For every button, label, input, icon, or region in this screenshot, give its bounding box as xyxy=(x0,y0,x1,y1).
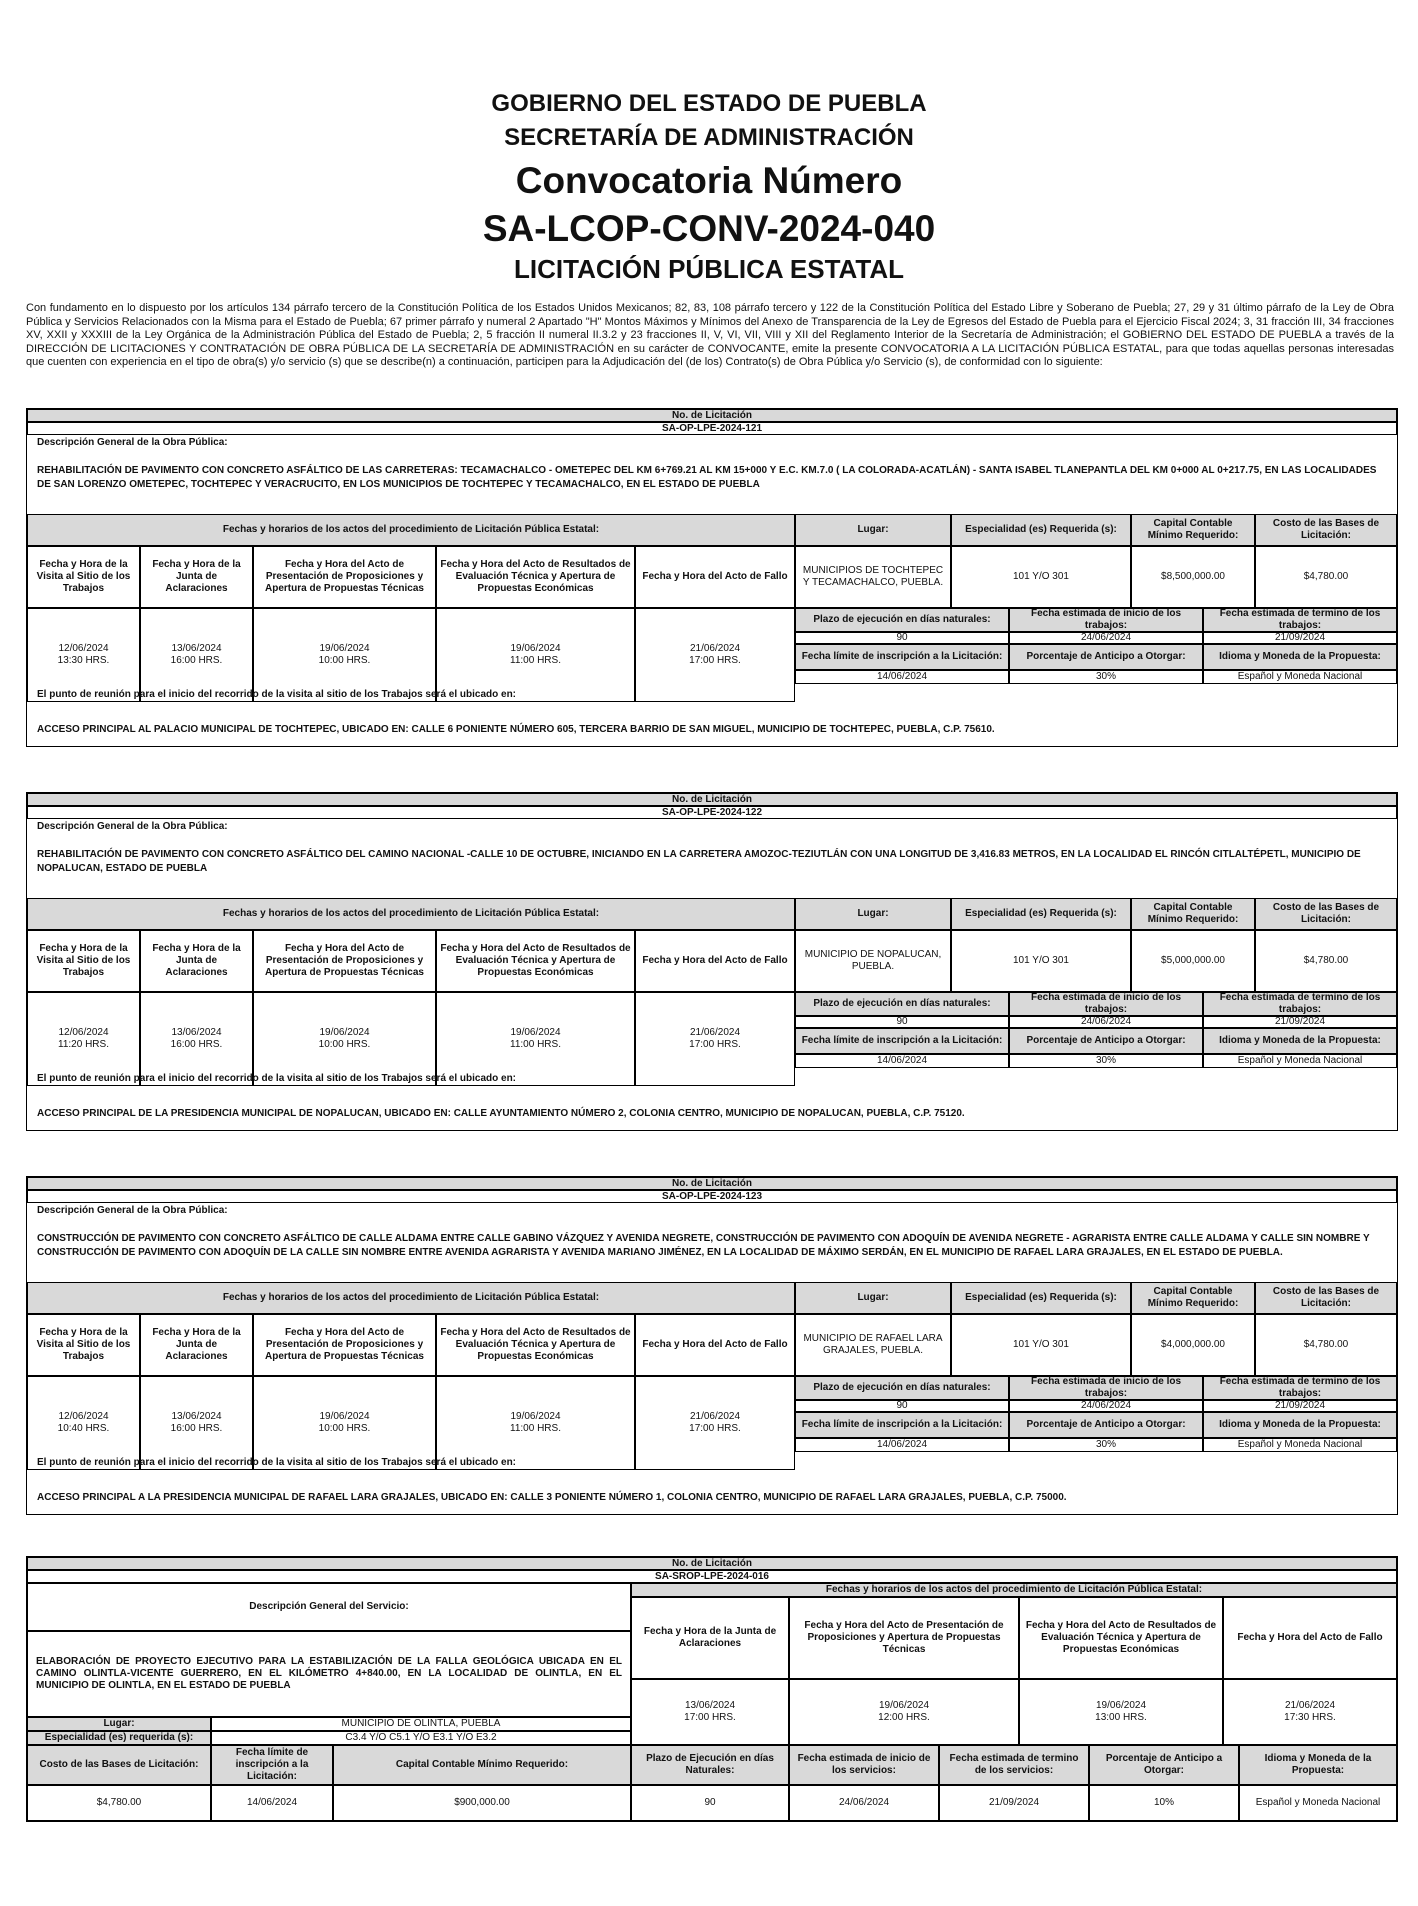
licitacion-block xyxy=(26,792,1398,1131)
licitacion-number: SA-OP-LPE-2024-123 xyxy=(27,1190,1397,1203)
plazo-value: 90 xyxy=(631,1785,789,1821)
licitacion-number: SA-SROP-LPE-2024-016 xyxy=(27,1570,1397,1583)
punto-reunion-text: ACCESO PRINCIPAL DE LA PRESIDENCIA MUNICIPAL DE NOPALUCAN, UBICADO EN: CALLE AYUNTAMIENTO NÚMERO 2, COLONIA CENTRO, MUNICIPIO DE NOPALUCAN, PUEBLA, C.P. 75120. xyxy=(37,1108,965,1119)
termino-value: 21/09/2024 xyxy=(1203,632,1397,644)
inicio-header: Fecha estimada de inicio de los trabajos: xyxy=(1009,1376,1203,1400)
licitacion-block xyxy=(26,408,1398,747)
presentacion-value: 19/06/2024 10:00 HRS. xyxy=(253,992,436,1086)
licitacion-number: SA-OP-LPE-2024-122 xyxy=(27,806,1397,819)
visita-header: Fecha y Hora de la Visita al Sitio de los Trabajos xyxy=(27,1314,140,1376)
punto-reunion-label: El punto de reunión para el inicio del recorrido de la visita al sitio de los Trabajos será el ubicado en: xyxy=(37,689,517,700)
no-licitacion-label: No. de Licitación xyxy=(27,1177,1397,1190)
termino-header: Fecha estimada de termino de los servicios: xyxy=(939,1745,1089,1785)
fallo-value: 21/06/2024 17:30 HRS. xyxy=(1223,1679,1397,1745)
presentacion-header: Fecha y Hora del Acto de Presentación de Proposiciones y Apertura de Propuestas Técnicas xyxy=(253,1314,436,1376)
limite-value: 14/06/2024 xyxy=(795,1054,1009,1068)
visita-header: Fecha y Hora de la Visita al Sitio de los Trabajos xyxy=(27,930,140,992)
idioma-header: Idioma y Moneda de la Propuesta: xyxy=(1239,1745,1397,1785)
costo-value: $4,780.00 xyxy=(1255,930,1397,992)
inicio-value: 24/06/2024 xyxy=(789,1785,939,1821)
descripcion-label: Descripción General de la Obra Pública: xyxy=(37,1205,228,1216)
idioma-value: Español y Moneda Nacional xyxy=(1203,670,1397,684)
plazo-header: Plazo de ejecución en días naturales: xyxy=(795,608,1009,632)
presentacion-value: 19/06/2024 10:00 HRS. xyxy=(253,1376,436,1470)
capital-value: $8,500,000.00 xyxy=(1131,546,1255,608)
costo-value: $4,780.00 xyxy=(1255,546,1397,608)
termino-value: 21/09/2024 xyxy=(939,1785,1089,1821)
licitacion-number: SA-OP-LPE-2024-121 xyxy=(27,422,1397,435)
no-licitacion-label: No. de Licitación xyxy=(27,409,1397,422)
anticipo-header: Porcentaje de Anticipo a Otorgar: xyxy=(1009,644,1203,670)
punto-reunion-text: ACCESO PRINCIPAL AL PALACIO MUNICIPAL DE TOCHTEPEC, UBICADO EN: CALLE 6 PONIENTE NÚMERO 605, TERCERA BARRIO DE SAN MIGUEL, MUNICIPIO DE TOCHTEPEC, PUEBLA, C.P. 75610. xyxy=(37,724,995,735)
costo-header: Costo de las Bases de Licitación: xyxy=(1255,514,1397,546)
plazo-value: 90 xyxy=(795,1016,1009,1028)
lugar-value: MUNICIPIO DE RAFAEL LARA GRAJALES, PUEBLA. xyxy=(795,1314,951,1376)
fallo-header: Fecha y Hora del Acto de Fallo xyxy=(1223,1597,1397,1679)
fallo-value: 21/06/2024 17:00 HRS. xyxy=(635,992,795,1086)
limite-value: 14/06/2024 xyxy=(211,1785,333,1821)
lugar-header: Lugar: xyxy=(795,514,951,546)
visita-value: 12/06/2024 11:20 HRS. xyxy=(27,992,140,1086)
anticipo-header: Porcentaje de Anticipo a Otorgar: xyxy=(1009,1028,1203,1054)
resultados-header: Fecha y Hora del Acto de Resultados de Evaluación Técnica y Apertura de Propuestas Económicas xyxy=(1019,1597,1223,1679)
descripcion-text: REHABILITACIÓN DE PAVIMENTO CON CONCRETO ASFÁLTICO DE LAS CARRETERAS: TECAMACHALCO - OMETEPEC DEL KM 6+769.21 AL KM 15+000 Y E.C. KM.7.0 ( LA COLORADA-ACATLÁN) - SANTA ISABEL TLANEPANTLA DEL KM 0+000 AL 0+217.75, EN LAS LOCALIDADES DE SAN LORENZO OMETEPEC, TOCHTEPEC Y VERACRUCITO, EN LOS MUNICIPIOS DE TOCHTEPEC Y TECAMACHALCO, EN EL ESTADO DE PUEBLA xyxy=(37,465,1377,490)
punto-reunion-label: El punto de reunión para el inicio del recorrido de la visita al sitio de los Trabajos será el ubicado en: xyxy=(37,1457,517,1468)
inicio-header: Fecha estimada de inicio de los trabajos: xyxy=(1009,608,1203,632)
intro-paragraph: Con fundamento en lo dispuesto por los artículos 134 párrafo tercero de la Constitución Política de los Estados Unidos Mexicanos; 82, 83, 108 párrafo tercero y 122 de la Constitución Política del Estado Libre y Soberano de Puebla; 27, 29 y 31 último párrafo de la Ley de Obra Pública y Servicios Relacionados con la Misma para el Estado de Puebla; 67 primer párrafo y numeral 2 Apartado "H" Montos Máximos y Mínimos del Anexo de Transparencia de la Ley de Egresos del Estado de Puebla para el Ejercicio Fiscal 2024; 3, 31 fracción III, 34 fracciones XV, XXII y XXXIII de la Ley Orgánica de la Administración Pública del Estado de Puebla; 2, 5 fracción II numeral II.3.2 y 23 fracciones II, V, VI, VII, VIII y XII del Reglamento Interior de la Secretaría de Administración; el GOBIERNO DEL ESTADO DE PUEBLA a través de la DIRECCIÓN DE LICITACIONES Y CONTRATACIÓN DE OBRA PÚBLICA DE LA SECRETARÍA DE ADMINISTRACIÓN en su carácter de CONVOCANTE, emite la presente CONVOCATORIA A LA LICITACIÓN PÚBLICA ESTATAL, para que todas aquellas personas interesadas que cuenten con experiencia en el tipo de obra(s) y/o servicio (s) que se describe(n) a continuación, participen para la Adjudicación del (de los) Contrato(s) de Obra Pública y/o Servicio (s), de conformidad con lo siguiente: xyxy=(26,302,1394,369)
resultados-header: Fecha y Hora del Acto de Resultados de Evaluación Técnica y Apertura de Propuestas Económicas xyxy=(436,546,635,608)
servicio-block xyxy=(26,1556,1398,1822)
visita-value: 12/06/2024 10:40 HRS. xyxy=(27,1376,140,1470)
costo-header: Costo de las Bases de Licitación: xyxy=(1255,1282,1397,1314)
resultados-header: Fecha y Hora del Acto de Resultados de Evaluación Técnica y Apertura de Propuestas Económicas xyxy=(436,930,635,992)
anticipo-header: Porcentaje de Anticipo a Otorgar: xyxy=(1089,1745,1239,1785)
junta-value: 13/06/2024 16:00 HRS. xyxy=(140,992,253,1086)
punto-reunion-label: El punto de reunión para el inicio del recorrido de la visita al sitio de los Trabajos será el ubicado en: xyxy=(37,1073,517,1084)
costo-value: $4,780.00 xyxy=(27,1785,211,1821)
costo-value: $4,780.00 xyxy=(1255,1314,1397,1376)
lugar-header: Lugar: xyxy=(27,1717,211,1731)
anticipo-header: Porcentaje de Anticipo a Otorgar: xyxy=(1009,1412,1203,1438)
inicio-header: Fecha estimada de inicio de los servicios: xyxy=(789,1745,939,1785)
no-licitacion-label: No. de Licitación xyxy=(27,1557,1397,1570)
licitacion-type-title: LICITACIÓN PÚBLICA ESTATAL xyxy=(514,254,904,284)
fechas-horarios-header: Fechas y horarios de los actos del procedimiento de Licitación Pública Estatal: xyxy=(631,1583,1397,1597)
costo-header: Costo de las Bases de Licitación: xyxy=(1255,898,1397,930)
fechas-horarios-header: Fechas y horarios de los actos del procedimiento de Licitación Pública Estatal: xyxy=(27,514,795,546)
limite-header: Fecha límite de inscripción a la Licitación: xyxy=(211,1745,333,1785)
idioma-header: Idioma y Moneda de la Propuesta: xyxy=(1203,644,1397,670)
capital-value: $4,000,000.00 xyxy=(1131,1314,1255,1376)
fechas-horarios-header: Fechas y horarios de los actos del procedimiento de Licitación Pública Estatal: xyxy=(27,898,795,930)
resultados-value: 19/06/2024 11:00 HRS. xyxy=(436,992,635,1086)
descripcion-text: CONSTRUCCIÓN DE PAVIMENTO CON CONCRETO ASFÁLTICO DE CALLE ALDAMA ENTRE CALLE GABINO VÁZQUEZ Y AVENIDA NEGRETE, CONSTRUCCIÓN DE PAVIMENTO CON ADOQUÍN DE AVENIDA NEGRETE - AGRARISTA ENTRE CALLE ALDAMA Y CALLE SIN NOMBRE Y CONSTRUCCIÓN DE PAVIMENTO CON ADOQUÍN DE LA CALLE SIN NOMBRE ENTRE AVENIDA AGRARISTA Y AVENIDA MARIANO JIMÉNEZ, EN LA LOCALIDAD DE MÁXIMO SERDÁN, EN EL MUNICIPIO DE RAFAEL LARA GRAJALES, EN EL ESTADO DE PUEBLA. xyxy=(37,1233,1370,1258)
no-licitacion-label: No. de Licitación xyxy=(27,793,1397,806)
especialidad-header: Especialidad (es) requerida (s): xyxy=(27,1731,211,1745)
anticipo-value: 30% xyxy=(1009,1054,1203,1068)
resultados-value: 19/06/2024 11:00 HRS. xyxy=(436,1376,635,1470)
termino-value: 21/09/2024 xyxy=(1203,1400,1397,1412)
junta-header: Fecha y Hora de la Junta de Aclaraciones xyxy=(140,930,253,992)
descripcion-label: Descripción General de la Obra Pública: xyxy=(37,821,228,832)
descripcion-label: Descripción General de la Obra Pública: xyxy=(37,437,228,448)
resultados-value: 19/06/2024 13:00 HRS. xyxy=(1019,1679,1223,1745)
visita-header: Fecha y Hora de la Visita al Sitio de los Trabajos xyxy=(27,546,140,608)
especialidad-value: 101 Y/O 301 xyxy=(951,546,1131,608)
capital-value: $900,000.00 xyxy=(333,1785,631,1821)
junta-header: Fecha y Hora de la Junta de Aclaraciones xyxy=(140,546,253,608)
convocatoria-number: SA-LCOP-CONV-2024-040 xyxy=(482,208,936,249)
inicio-value: 24/06/2024 xyxy=(1009,632,1203,644)
presentacion-header: Fecha y Hora del Acto de Presentación de Proposiciones y Apertura de Propuestas Técnicas xyxy=(253,930,436,992)
fallo-value: 21/06/2024 17:00 HRS. xyxy=(635,1376,795,1470)
termino-header: Fecha estimada de termino de los trabajos: xyxy=(1203,1376,1397,1400)
servicio-descripcion-text: ELABORACIÓN DE PROYECTO EJECUTIVO PARA LA ESTABILIZACIÓN DE LA FALLA GEOLÓGICA UBICADA EN EL CAMINO OLINTLA-VICENTE GUERRERO, EN EL KILÓMETRO 4+840.00, EN LA LOCALIDAD DE OLINTLA, EN EL MUNICIPIO DE OLINTLA, EN EL ESTADO DE PUEBLA xyxy=(27,1631,631,1717)
limite-header: Fecha límite de inscripción a la Licitación: xyxy=(795,644,1009,670)
servicio-descripcion-label: Descripción General del Servicio: xyxy=(27,1583,631,1631)
plazo-header: Plazo de Ejecución en días Naturales: xyxy=(631,1745,789,1785)
limite-header: Fecha límite de inscripción a la Licitación: xyxy=(795,1028,1009,1054)
presentacion-value: 19/06/2024 12:00 HRS. xyxy=(789,1679,1019,1745)
visita-value: 12/06/2024 13:30 HRS. xyxy=(27,608,140,702)
idioma-value: Español y Moneda Nacional xyxy=(1203,1438,1397,1452)
resultados-value: 19/06/2024 11:00 HRS. xyxy=(436,608,635,702)
capital-header: Capital Contable Mínimo Requerido: xyxy=(1131,514,1255,546)
junta-value: 13/06/2024 17:00 HRS. xyxy=(631,1679,789,1745)
punto-reunion-text: ACCESO PRINCIPAL A LA PRESIDENCIA MUNICIPAL DE RAFAEL LARA GRAJALES, UBICADO EN: CALLE 3 PONIENTE NÚMERO 1, COLONIA CENTRO, MUNICIPIO DE RAFAEL LARA GRAJALES, PUEBLA, C.P. 75000. xyxy=(37,1492,1067,1503)
limite-value: 14/06/2024 xyxy=(795,670,1009,684)
capital-value: $5,000,000.00 xyxy=(1131,930,1255,992)
junta-value: 13/06/2024 16:00 HRS. xyxy=(140,608,253,702)
capital-header: Capital Contable Mínimo Requerido: xyxy=(1131,1282,1255,1314)
junta-header: Fecha y Hora de la Junta de Aclaraciones xyxy=(140,1314,253,1376)
lugar-value: MUNICIPIOS DE TOCHTEPEC Y TECAMACHALCO, PUEBLA. xyxy=(795,546,951,608)
inicio-header: Fecha estimada de inicio de los trabajos: xyxy=(1009,992,1203,1016)
plazo-value: 90 xyxy=(795,1400,1009,1412)
descripcion-text: REHABILITACIÓN DE PAVIMENTO CON CONCRETO ASFÁLTICO DEL CAMINO NACIONAL -CALLE 10 DE OCTUBRE, INICIANDO EN LA CARRETERA AMOZOC-TEZIUTLÁN CON UNA LONGITUD DE 3,416.83 METROS, EN LA LOCALIDAD EL RINCÓN CITLALTÉPETL, MUNICIPIO DE NOPALUCAN, ESTADO DE PUEBLA xyxy=(37,849,1361,874)
anticipo-value: 30% xyxy=(1009,670,1203,684)
inicio-value: 24/06/2024 xyxy=(1009,1016,1203,1028)
presentacion-value: 19/06/2024 10:00 HRS. xyxy=(253,608,436,702)
fallo-header: Fecha y Hora del Acto de Fallo xyxy=(635,930,795,992)
costo-header: Costo de las Bases de Licitación: xyxy=(27,1745,211,1785)
capital-header: Capital Contable Mínimo Requerido: xyxy=(1131,898,1255,930)
termino-value: 21/09/2024 xyxy=(1203,1016,1397,1028)
termino-header: Fecha estimada de termino de los trabajos: xyxy=(1203,992,1397,1016)
idioma-value: Español y Moneda Nacional xyxy=(1203,1054,1397,1068)
especialidad-header: Especialidad (es) Requerida (s): xyxy=(951,1282,1131,1314)
idioma-header: Idioma y Moneda de la Propuesta: xyxy=(1203,1412,1397,1438)
lugar-header: Lugar: xyxy=(795,1282,951,1314)
licitacion-block xyxy=(26,1176,1398,1515)
lugar-header: Lugar: xyxy=(795,898,951,930)
especialidad-value: 101 Y/O 301 xyxy=(951,930,1131,992)
inicio-value: 24/06/2024 xyxy=(1009,1400,1203,1412)
lugar-value: MUNICIPIO DE OLINTLA, PUEBLA xyxy=(211,1717,631,1731)
plazo-header: Plazo de ejecución en días naturales: xyxy=(795,1376,1009,1400)
government-title: GOBIERNO DEL ESTADO DE PUEBLA xyxy=(491,90,927,117)
limite-value: 14/06/2024 xyxy=(795,1438,1009,1452)
idioma-header: Idioma y Moneda de la Propuesta: xyxy=(1203,1028,1397,1054)
termino-header: Fecha estimada de termino de los trabajos: xyxy=(1203,608,1397,632)
lugar-value: MUNICIPIO DE NOPALUCAN, PUEBLA. xyxy=(795,930,951,992)
fechas-horarios-header: Fechas y horarios de los actos del procedimiento de Licitación Pública Estatal: xyxy=(27,1282,795,1314)
especialidad-value: C3.4 Y/O C5.1 Y/O E3.1 Y/O E3.2 xyxy=(211,1731,631,1745)
capital-header: Capital Contable Mínimo Requerido: xyxy=(333,1745,631,1785)
fallo-value: 21/06/2024 17:00 HRS. xyxy=(635,608,795,702)
presentacion-header: Fecha y Hora del Acto de Presentación de Proposiciones y Apertura de Propuestas Técnicas xyxy=(789,1597,1019,1679)
resultados-header: Fecha y Hora del Acto de Resultados de Evaluación Técnica y Apertura de Propuestas Económicas xyxy=(436,1314,635,1376)
fallo-header: Fecha y Hora del Acto de Fallo xyxy=(635,1314,795,1376)
convocatoria-title: Convocatoria Número xyxy=(515,160,903,201)
idioma-value: Español y Moneda Nacional xyxy=(1239,1785,1397,1821)
junta-header: Fecha y Hora de la Junta de Aclaraciones xyxy=(631,1597,789,1679)
especialidad-header: Especialidad (es) Requerida (s): xyxy=(951,898,1131,930)
secretariat-title: SECRETARÍA DE ADMINISTRACIÓN xyxy=(504,124,914,151)
fallo-header: Fecha y Hora del Acto de Fallo xyxy=(635,546,795,608)
limite-header: Fecha límite de inscripción a la Licitación: xyxy=(795,1412,1009,1438)
anticipo-value: 10% xyxy=(1089,1785,1239,1821)
plazo-header: Plazo de ejecución en días naturales: xyxy=(795,992,1009,1016)
especialidad-header: Especialidad (es) Requerida (s): xyxy=(951,514,1131,546)
presentacion-header: Fecha y Hora del Acto de Presentación de Proposiciones y Apertura de Propuestas Técnicas xyxy=(253,546,436,608)
junta-value: 13/06/2024 16:00 HRS. xyxy=(140,1376,253,1470)
plazo-value: 90 xyxy=(795,632,1009,644)
anticipo-value: 30% xyxy=(1009,1438,1203,1452)
especialidad-value: 101 Y/O 301 xyxy=(951,1314,1131,1376)
